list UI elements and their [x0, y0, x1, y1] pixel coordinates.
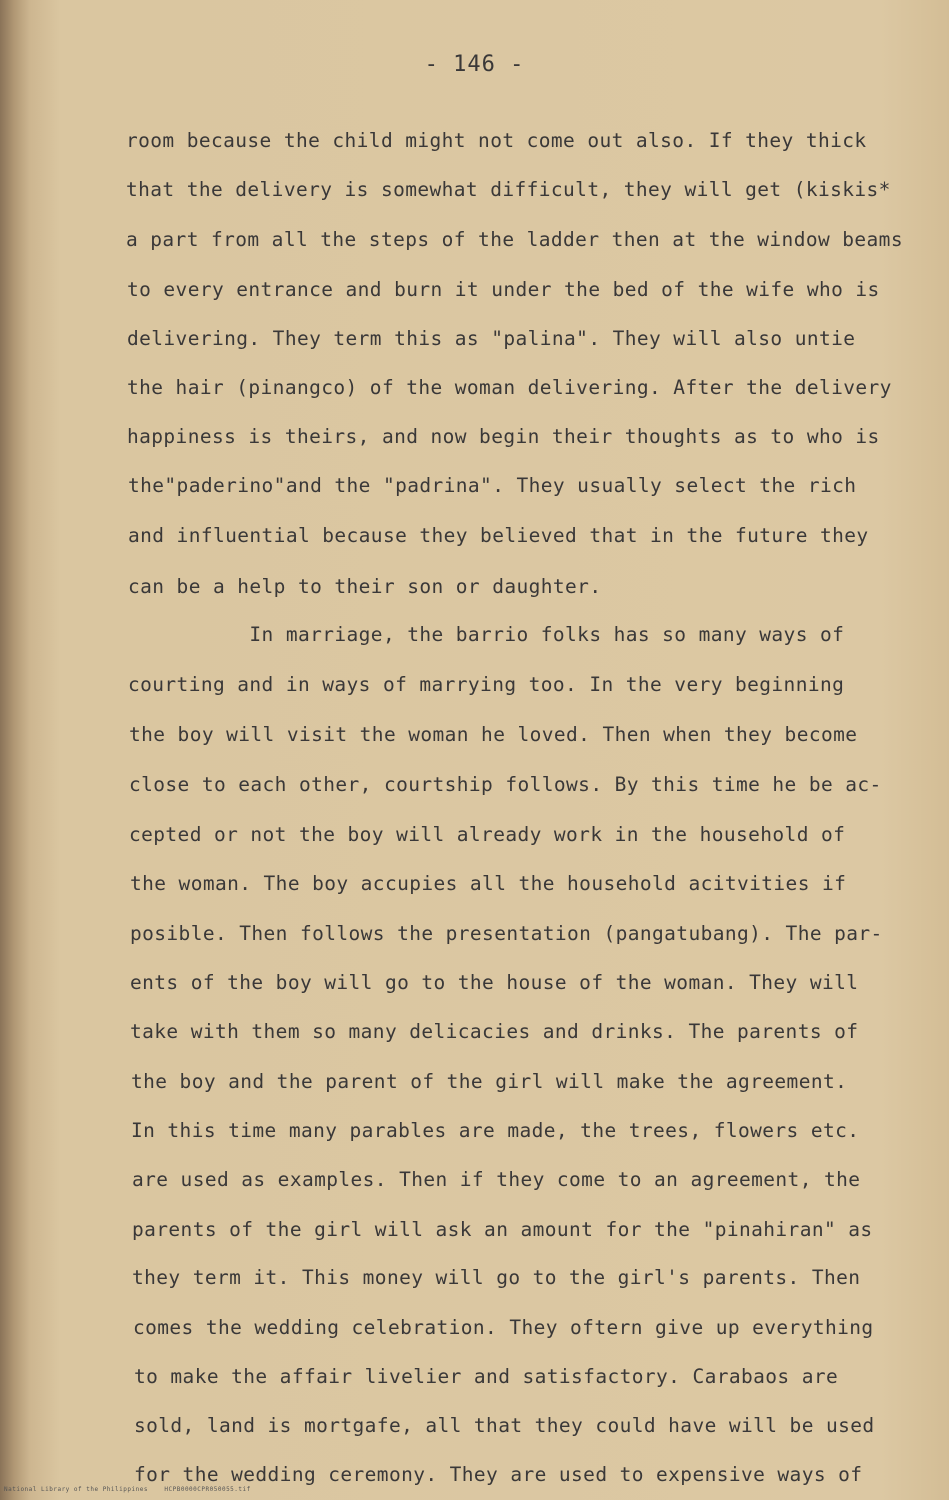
text-line: to make the affair livelier and satisfactory. Carabaos are: [134, 1365, 839, 1388]
text-line: happiness is theirs, and now begin their thoughts as to who is: [127, 425, 880, 448]
text-line: cepted or not the boy will already work in the household of: [129, 823, 846, 846]
text-line: for the wedding ceremony. They are used to expensive ways of: [134, 1463, 863, 1486]
text-line: that the delivery is somewhat difficult, they will get (kiskis*: [126, 178, 891, 201]
text-line: the boy will visit the woman he loved. Then when they become: [129, 723, 858, 746]
text-line: and influential because they believed that in the future they: [128, 524, 869, 547]
text-line: the"paderino"and the "padrina". They usually select the rich: [128, 474, 857, 497]
text-line: posible. Then follows the presentation (pangatubang). The par-: [130, 922, 883, 945]
text-line: the hair (pinangco) of the woman delivering. After the delivery: [127, 376, 892, 399]
text-line: the woman. The boy accupies all the household acitvities if: [130, 872, 847, 895]
text-line: close to each other, courtship follows. By this time he be ac-: [129, 773, 882, 796]
text-line: to every entrance and burn it under the bed of the wife who is: [127, 278, 880, 301]
text-line: the boy and the parent of the girl will make the agreement.: [131, 1070, 848, 1093]
page-number: - 146 -: [424, 52, 525, 77]
text-line: take with them so many delicacies and drinks. The parents of: [130, 1020, 859, 1043]
text-line: In marriage, the barrio folks has so many ways of: [128, 623, 845, 646]
text-line: delivering. They term this as "palina". They will also untie: [127, 327, 856, 350]
text-line: are used as examples. Then if they come to an agreement, the: [132, 1168, 861, 1191]
text-line: can be a help to their son or daughter.: [128, 575, 602, 598]
text-line: room because the child might not come out also. If they thick: [126, 129, 867, 152]
text-line: parents of the girl will ask an amount for the "pinahiran" as: [132, 1218, 873, 1241]
text-line: comes the wedding celebration. They oftern give up everything: [133, 1316, 874, 1339]
text-line: sold, land is mortgafe, all that they could have will be used: [134, 1414, 875, 1437]
text-line: courting and in ways of marrying too. In the very beginning: [128, 673, 845, 696]
text-line: ents of the boy will go to the house of the woman. They will: [130, 971, 859, 994]
text-line: a part from all the steps of the ladder then at the window beams: [126, 228, 903, 251]
text-line: they term it. This money will go to the girl's parents. Then: [132, 1266, 861, 1289]
text-line: In this time many parables are made, the trees, flowers etc.: [131, 1119, 860, 1142]
archive-footer: National Library of the Philippines HCPB0000CPR050055.tif: [4, 1486, 251, 1493]
